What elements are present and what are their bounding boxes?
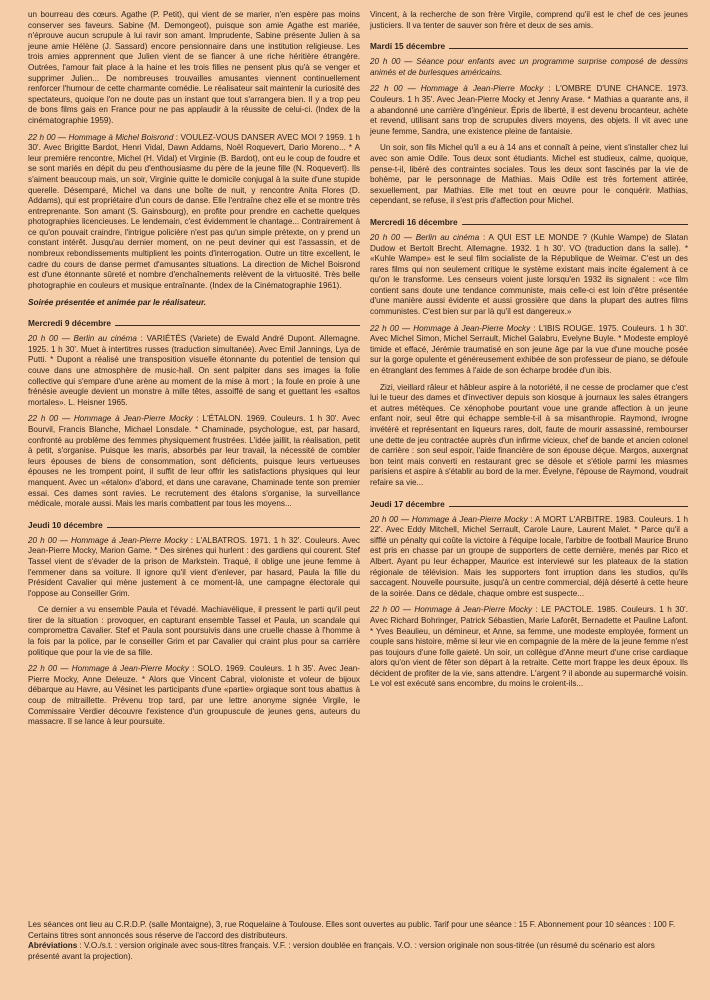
screening-body: : L'ALBATROS. 1971. 1 h 32'. Couleurs. Avec Jean-Pierre Mocky, Marion Game. * Des sirènes qui hurlent : des gardiens qui courent. Stef Tassel vient de s'évader de la prison de Markstein. Traqué, il oblige une jeune femme à l'emmener dans sa voiture. Il ignore qu'il vient d'enlever, par hasard, Paula la fille du Président Cavalier qui mène justement à ce moment-là, une campagne électorale qui l'oppose au Conseiller Grim.	[28, 535, 360, 598]
date-heading	[28, 520, 360, 530]
screening-heading: 22 h 00 — Hommage à Jean-Pierre Mocky	[28, 414, 193, 424]
paragraph: Vincent, à la recherche de son frère Virgile, comprend qu'il est le chef de ces jeunes justiciers. Il va tenter de sauver son frère et deux de ses amis.	[370, 10, 688, 30]
paragraph: un bourreau des cœurs. Agathe (P. Petit), qui vient de se marier, n'en espère pas moins conserver ses faveurs. Sabine (M. Demongeot), puisque son amie Agathe est mariée, n'éprouve aucun scrupule à lui ravir son amant. Imprudente, Sabine présente Julien à sa jeune amie Hélène (J. Sassard) encore pensionnaire dans une institution religieuse. Les trois amies apprennent que Julien vient de se fiancer à une riche héritière étrangère. Outrées, l'amour fait place à la haine et les trois filles ne pensent plus qu'à se venger et supprimer Julien... De nombreuses trouvailles amusantes viennent continuellement renforcer l'humour de cette charmante comédie. Le réalisateur sait maintenir la curiosité des spectateurs, quoique l'on ne doute pas un instant que tout s'arrangera bien. Il y a trop peu de bons films gais en France pour ne pas applaudir à la réussite de celui-ci. (Index de la cinématographie 1959).	[28, 10, 360, 125]
presentation-note: Soirée présentée et animée par le réalisateur.	[28, 297, 207, 308]
date-rule	[462, 224, 688, 225]
date-rule	[449, 48, 688, 49]
screening-heading: 22 h 00 — Hommage à Michel Boisrond	[28, 132, 174, 142]
screening-body: : L'OMBRE D'UNE CHANCE. 1973. Couleurs. 1 h 35'. Avec Jean-Pierre Mocky et Jenny Arase. * Mathias a quarante ans, il a abandonné une carrière d'ingénieur. Épris de liberté, il est devenu brocanteur, achète et revend, utilisant sans trop de scrupules divers moyens, des objets. Il vit avec une jeune femme, Sandra, une existence pleine de fantaisie.	[370, 84, 688, 136]
footer-info	[28, 920, 686, 962]
screening-heading: 22 h 00 — Hommage à Jean-Pierre Mocky	[370, 84, 544, 94]
date-rule	[449, 506, 688, 507]
screening-entry	[28, 334, 360, 408]
screening-heading: 20 h 00 — Hommage à Jean-Pierre Mocky	[370, 514, 528, 524]
screening-heading: 22 h 00 — Hommage à Jean-Pierre Mocky	[28, 664, 189, 674]
screening-body: : VARIÉTÉS (Variete) de Ewald André Dupont. Allemagne. 1925. 1 h 30'. Muet à intertitres russes (traduction simultanée). Avec Emil Jannings, Lya de Putti. * Dupont a réalisé une transposition visuelle étonnante du potentiel de tension qui couve dans une atmosphère de music-hall. On sent palpiter dans ses images la folie collective qui s'empare d'une arène au moment de la mise à mort ; la foule en proie à une frénésie aveugle devient un monstre à mille têtes, assoiffé de sang et guettant les «saltos mortales». L. Heisner 1965.	[28, 334, 360, 407]
abbreviations	[28, 941, 686, 962]
screening-entry	[370, 233, 688, 318]
screening-entry	[28, 536, 360, 600]
screening-heading: 20 h 00 — Hommage à Jean-Pierre Mocky	[28, 535, 188, 545]
paragraph: Ce dernier a vu ensemble Paula et l'évadé. Machiavélique, il pressent le parti qu'il peut tirer de la situation : provoquer, en capturant ensemble Tassel et Paula, un scandale qui compromettra Cavalier. Stef et Paula sont poursuivis dans une cruelle chasse à l'homme à la fois par la police, par le conseiller Grim et par Cavalier qui craint plus pour sa carrière politique que pour la vie de sa fille.	[28, 605, 360, 657]
left-column	[28, 10, 360, 734]
screening-body: : L'ÉTALON. 1969. Couleurs. 1 h 30'. Avec Bourvil, Francis Blanche, Michael Lonsdale. * Chaminade, psychologue, est, par hasard, confronté au problème des femmes physiquement frustrées. L'idée jaillit, la réalisation, petit à petit, s'organise. Puisque les maris, absorbés par leur travail, la nécessité de combler leurs épouses de biens de consommation, sont déficients, puisque leurs vertueuses épouses ne les trompent point, il suffit de leur offrir les satisfactions physiques qui leur manquent. Avec un «étalon» d'abord, et dans une caravane, Chaminade tente son premier essai. Ces dames sont ravies. Le recrutement des étalons s'organise, la surveillance médicale, morale aussi. Mais les maris combattent par tous les moyens...	[28, 414, 360, 509]
screening-body: : L'IBIS ROUGE. 1975. Couleurs. 1 h 30'. Avec Michel Simon, Michel Serrault, Michel Galabru, Evelyne Buyle. * Modeste employé timide et effacé, Jérémie traumatisé en son jeune âge par la vue d'une mouche posée sur la gorge opulente et généreusement exhibée de son professeur de piano, se défoule en étranglant des femmes à l'aide de son écharpe brodée d'un ibis.	[370, 323, 689, 376]
screening-heading: 20 h 00 — Berlin au cinéma	[28, 334, 137, 344]
screening-body: : LE PACTOLE. 1985. Couleurs. 1 h 30'. Avec Richard Bohringer, Patrick Sébastien, Marie Laforêt, Bernadette et Pauline Lafont. * Yves Beaulieu, un démineur, et Anne, sa femme, une modeste employée, forment un couple sans histoire, même si leur vie en compagnie de la mère de la jeune femme n'est pas toujours d'une folle gaieté. Un soir, un collègue d'Anne meurt d'une crise cardiaque alors qu'on vient de fêter son départ à la retraite. Cette mort frappe les deux époux. Ils décident de profiter de la vie, sans attendre. L'argent ? il abonde au supermarché voisin. Le vol est exécuté sans encombre, du moins le croient-ils...	[370, 605, 688, 689]
screening-entry	[28, 664, 360, 728]
date-heading	[370, 41, 688, 51]
paragraph: Un soir, son fils Michel qu'il a eu à 14 ans et connaît à peine, vient s'installer chez lui avec son amie Odile. Tous deux sont étudiants. Michel est studieux, calme, quoique, pense-t-il, libéré des contraintes sociales. Tous les deux sont fascinés par la vie de bohème, par le personnage de Mathias. Mais Odile est très fortement attirée, sexuellement, par Mathias. Elle met tout en œuvre pour le conquérir. Mathias, cependant, se refuse, il s'est pris d'affection pour Michel.	[370, 143, 688, 206]
date-heading	[28, 318, 360, 328]
screening-body: : A QUI EST LE MONDE ? (Kuhle Wampe) de Slatan Dudow et Bertolt Brecht. Allemagne. 1932. 1 h 30'. VO (traduction dans la salle). * «Kuhle Wampe» est le seul film socialiste de la République de Weimar. C'est un des rares films qui non seulement critique le système existant mais incite également à ce qu'on le transforme. Les censeurs voient juste lorsqu'en 1932 ils signalent : «ce film contient sans doute une tendance communiste, mais celle-ci est loin d'être présentée d'une manière aussi évidente et aussi grossière que dans la plupart des autres films communistes. C'est bien sur par là qu'il est dangereux.»	[370, 232, 688, 317]
date-heading	[370, 499, 688, 509]
date-label: Jeudi 17 décembre	[370, 498, 445, 509]
screening-body: : VOULEZ-VOUS DANSER AVEC MOI ? 1959. 1 h 30'. Avec Brigitte Bardot, Henri Vidal, Dawn Addams, Noël Roquevert, Dario Moreno... * A leur première rencontre, Michel (H. Vidal) et Virginie (B. Bardot), ont eu le coup de foudre et se sont mariés en dépit du peu d'enthousiasme du père de la jeune fille (N. Roquevert). Ils s'aiment beaucoup mais, un soir, Virginie quitte le domicile conjugal à la suite d'une stupide querelle. Désemparé, Michel va dans une boîte de nuit, y rencontre Anita Flores (D. Addams), qui est propriétaire d'un cours de danse. Elle l'entraîne chez elle et se montre très entreprenante. Son amant (S. Gainsbourg), en profite pour prendre en cachette quelques photographies licencieuses. Le lendemain, c'est évidemment le chantage... Contrairement à ce qu'on pouvait craindre, l'intrigue policière n'est pas qu'un simple prétexte, on y prend un constant intérêt. Jusqu'au dernier moment, on ne peut deviner qui est l'assassin, et de nombreux rebondissements multiplient les points d'interrogation. Outre un titre excellent, le cadre du cours de danse permet d'amusantes situations. La direction de Michel Boisrond est d'une étonnante sûreté et nombre d'enchaînements relèvent de la virtuosité. Très belle photographie en couleurs et musique entraînante. (Index de la Cinématographie 1961).	[28, 132, 360, 290]
screening-heading: 20 h 00 — Berlin au cinéma	[370, 232, 480, 242]
date-label: Jeudi 10 décembre	[28, 519, 103, 530]
screening-entry	[370, 84, 688, 137]
date-label: Mercredi 9 décembre	[28, 318, 112, 329]
date-rule	[115, 325, 360, 326]
venue-info: Les séances ont lieu au C.R.D.P. (salle Montaigne), 3, rue Roquelaine à Toulouse. Elles sont ouvertes au public. Tarif pour une séance : 15 F. Abonnement pour 10 séances : 100 F.	[28, 920, 676, 929]
date-label: Mercredi 16 décembre	[370, 216, 458, 227]
screening-body: : A MORT L'ARBITRE. 1983. Couleurs. 1 h 22'. Avec Eddy Mitchell, Michel Serrault, Carole Laure, Laurent Malet. * Parce qu'il a sifflé un pénalty qui coûte la victoire à l'équipe locale, l'arbitre de football Maurice Bruno est pris en chasse par un groupe de supporters de cette dernière, menés par Rico et Albert. Ayant pu leur échapper, Maurice est interviewé sur les plateaux de la station régionale de télévision. Mais les supporters font irruption dans les studios, qu'ils saccagent. Nouvelle poursuite, jusqu'à un centre commercial, déjà déserté à cette heure de la soirée. Dans ce dédale, chaque ombre est suspecte...	[370, 514, 688, 598]
screening-entry	[370, 605, 688, 690]
screening-entry	[28, 133, 360, 292]
screening-body: : SOLO. 1969. Couleurs. 1 h 35'. Avec Jean-Pierre Mocky, Anne Deleuze. * Alors que Vincent Cabral, violoniste et voleur de bijoux débarque au Havre, au Vésinet les participants d'une «partie» orgiaque sont tous abattus à coup de mitraillette. Prévenu trop tard, par une lettre anonyme signée Virgile, le Commissaire Verdier découvre l'existence d'un groupuscule de jeunes gens, auteurs du massacre. Il se lance à leur poursuite.	[28, 664, 360, 727]
distributor-note: Certains titres sont annoncés sous réserve de l'accord des distributeurs.	[28, 930, 288, 940]
screening-heading: 22 h 00 — Hommage à Jean-Pierre Mocky	[370, 605, 533, 615]
screening-entry	[370, 515, 688, 600]
date-rule	[107, 527, 360, 528]
screening-entry	[370, 324, 688, 377]
date-label: Mardi 15 décembre	[370, 41, 446, 52]
date-heading	[370, 217, 688, 227]
right-column	[370, 10, 688, 696]
screening-heading: 22 h 00 — Hommage à Jean-Pierre Mocky	[370, 323, 531, 333]
abbreviations-text: : V.O./s.t. : version originale avec sous-titres français. V.F. : version doublée en français. V.O. : version originale non sous-titrée (un résumé du scénario est alors présenté avant la projection).	[28, 941, 655, 961]
screening-entry	[28, 414, 360, 509]
abbreviations-label: Abréviations	[28, 941, 78, 951]
screening-heading: 20 h 00 — Séance pour enfants avec un programme surprise composé de dessins animés et de burlesques américains.	[370, 57, 688, 77]
paragraph: Zizi, vieillard râleur et hâbleur aspire à la notoriété, il ne cesse de proclamer que c'est lui le tueur des dames et d'invectiver depuis son kiosque à journaux les sales étrangers et autres métèques. Ce xénophobe pourtant voue une grande affection à un jeune enfant noir, seul être qui échappe semble-t-il à sa misanthropie. Raymond, ivrogne invétéré et représentant en liqueurs rares, doit, faute de mourir assassiné, rembourser une dette de jeu contractée auprès d'un infirme vicieux, chef de bande et ancien colonel de carrière : son seul espoir, l'aide financière de son épouse déçue. Margos, auxergnat bon teint mais converti en restaurant grec se désole et s'étiole parmi les miasmes parisiens et aspire à s'établir au bord de la mer. Évelyne, l'épouse de Raymond, voudrait refaire sa vie...	[370, 382, 688, 487]
